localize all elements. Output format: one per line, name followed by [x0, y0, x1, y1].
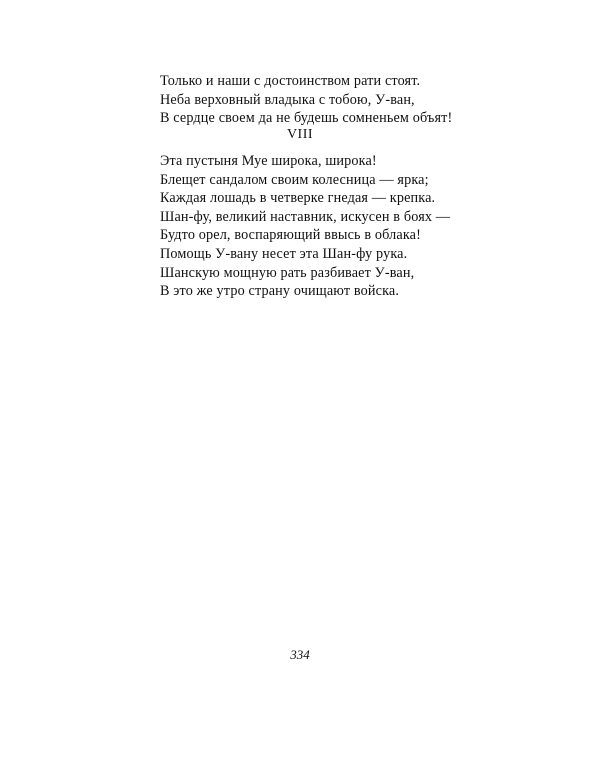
poem-line: Каждая лошадь в четверке гнедая — крепка.	[160, 190, 436, 207]
page-number: 334	[290, 647, 310, 662]
poem-line: Неба верховный владыка с тобою, У-ван,	[160, 91, 415, 108]
section-heading: VIII	[286, 127, 314, 142]
poem-line: Эта пустыня Муе широка, широка!	[160, 153, 377, 169]
poem-line: Шан-фу, великий наставник, искусен в боях —	[160, 208, 451, 225]
poem-line: Только и наши с достоинством рати стоят.	[160, 73, 421, 89]
poem-line: В сердце своем да не будешь сомненьем объят!	[160, 110, 453, 127]
poem-line: Помощь У-вану несет эта Шан-фу рука.	[160, 245, 408, 262]
poem-line: Блещет сандалом своим колесница — ярка;	[160, 171, 429, 188]
poem-line: Будто орел, воспаряющий ввысь в облака!	[160, 227, 422, 244]
stanza-viii	[160, 152, 460, 301]
stanza-continued	[160, 72, 460, 128]
poem-line: Шанскую мощную рать разбивает У-ван,	[160, 264, 415, 281]
poem-line: В это же утро страну очищают войска.	[160, 283, 400, 300]
